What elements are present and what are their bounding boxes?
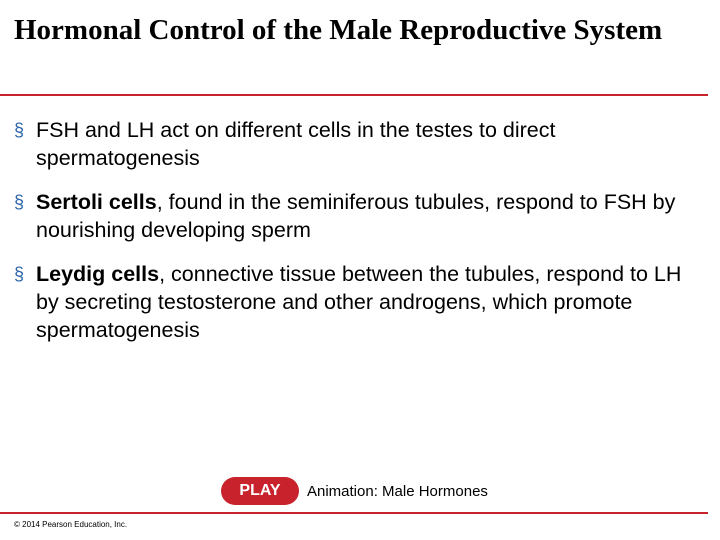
bullet-item [14, 188, 704, 244]
copyright-notice: © 2014 Pearson Education, Inc. [14, 520, 128, 529]
bullet-text: FSH and LH act on different cells in the testes to direct spermatogenesis [36, 118, 556, 170]
play-button[interactable]: PLAY [221, 477, 299, 505]
bullet-marker-icon: § [14, 120, 25, 140]
animation-link[interactable] [221, 477, 488, 505]
bullet-list [14, 116, 704, 360]
footer-divider [0, 512, 708, 514]
bullet-term: Sertoli cells [36, 190, 157, 214]
bullet-text: , connective tissue between the tubules, respond to LH by secreting testosterone and other androgens, which promote spermatogenesis [36, 262, 682, 342]
bullet-marker-icon: § [14, 264, 25, 284]
animation-caption: Animation: Male Hormones [307, 482, 488, 500]
title-divider [0, 94, 708, 96]
bullet-item [14, 116, 704, 172]
bullet-text: , found in the seminiferous tubules, respond to FSH by nourishing developing sperm [36, 190, 676, 242]
slide-title: Hormonal Control of the Male Reproductive System [14, 14, 663, 46]
bullet-item [14, 260, 704, 344]
bullet-marker-icon: § [14, 192, 25, 212]
bullet-term: Leydig cells [36, 262, 160, 286]
